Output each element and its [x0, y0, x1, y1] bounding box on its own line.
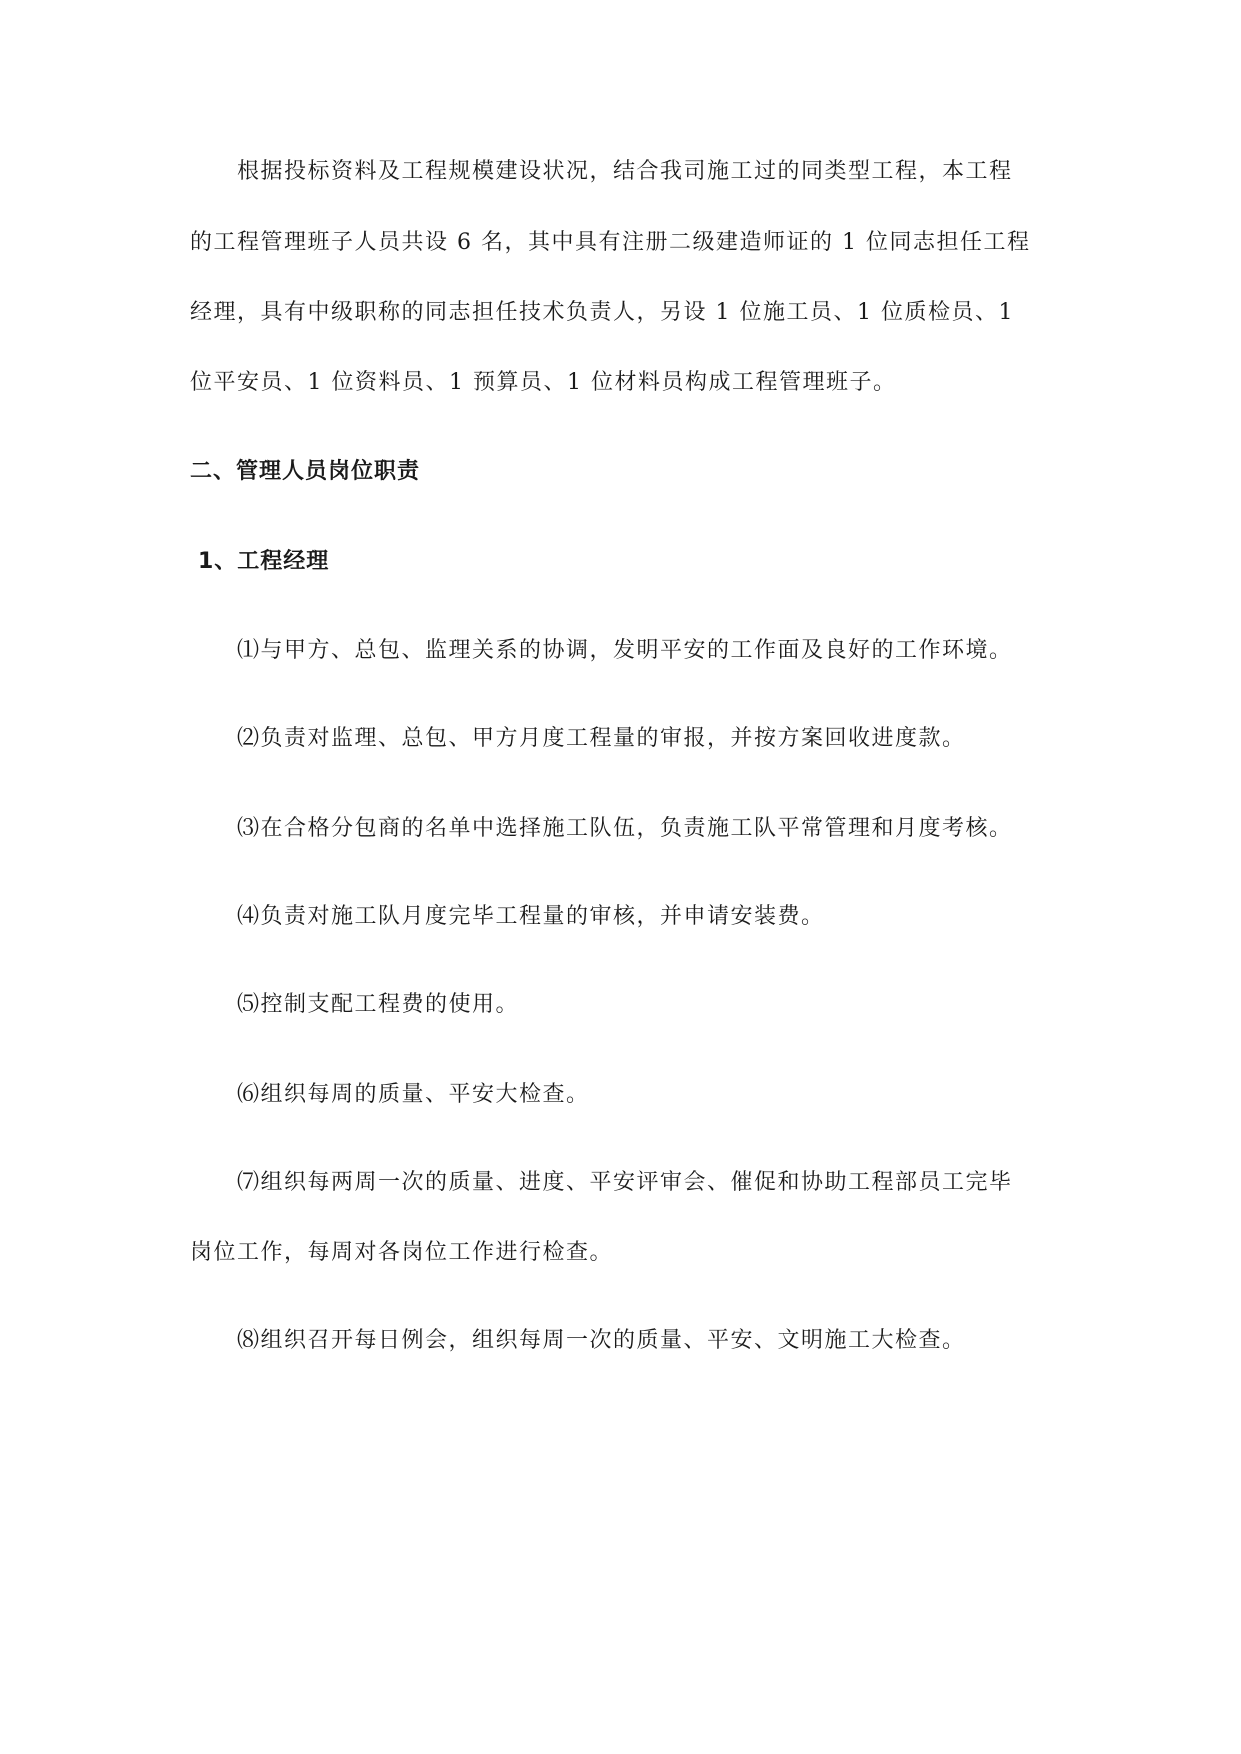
- duty-item-2: ⑵负责对监理、总包、甲方月度工程量的审报，并按方案回收进度款。: [237, 726, 966, 751]
- duty-item-7-cont: 岗位工作，每周对各岗位工作进行检查。: [190, 1240, 614, 1265]
- intro-line-4: 位平安员、1 位资料员、1 预算员、1 位材料员构成工程管理班子。: [190, 370, 897, 395]
- duty-item-5: ⑸控制支配工程费的使用。: [237, 992, 520, 1017]
- duty-item-8: ⑻组织召开每日例会，组织每周一次的质量、平安、文明施工大检查。: [237, 1328, 966, 1353]
- intro-line-3: 经理，具有中级职称的同志担任技术负责人，另设 1 位施工员、1 位质检员、1: [190, 300, 1014, 325]
- subsection-heading: 1、工程经理: [198, 549, 330, 574]
- section-heading: 二、管理人员岗位职责: [190, 459, 421, 484]
- duty-item-4: ⑷负责对施工队月度完毕工程量的审核，并申请安装费。: [237, 904, 825, 929]
- duty-item-6: ⑹组织每周的质量、平安大检查。: [237, 1082, 590, 1107]
- intro-line-2: 的工程管理班子人员共设 6 名，其中具有注册二级建造师证的 1 位同志担任工程: [190, 230, 1031, 255]
- duty-item-1: ⑴与甲方、总包、监理关系的协调，发明平安的工作面及良好的工作环境。: [237, 638, 1013, 663]
- intro-line-1: 根据投标资料及工程规模建设状况，结合我司施工过的同类型工程，本工程: [237, 159, 1013, 184]
- duty-item-7: ⑺组织每两周一次的质量、进度、平安评审会、催促和协助工程部员工完毕: [237, 1170, 1013, 1195]
- duty-item-3: ⑶在合格分包商的名单中选择施工队伍，负责施工队平常管理和月度考核。: [237, 816, 1013, 841]
